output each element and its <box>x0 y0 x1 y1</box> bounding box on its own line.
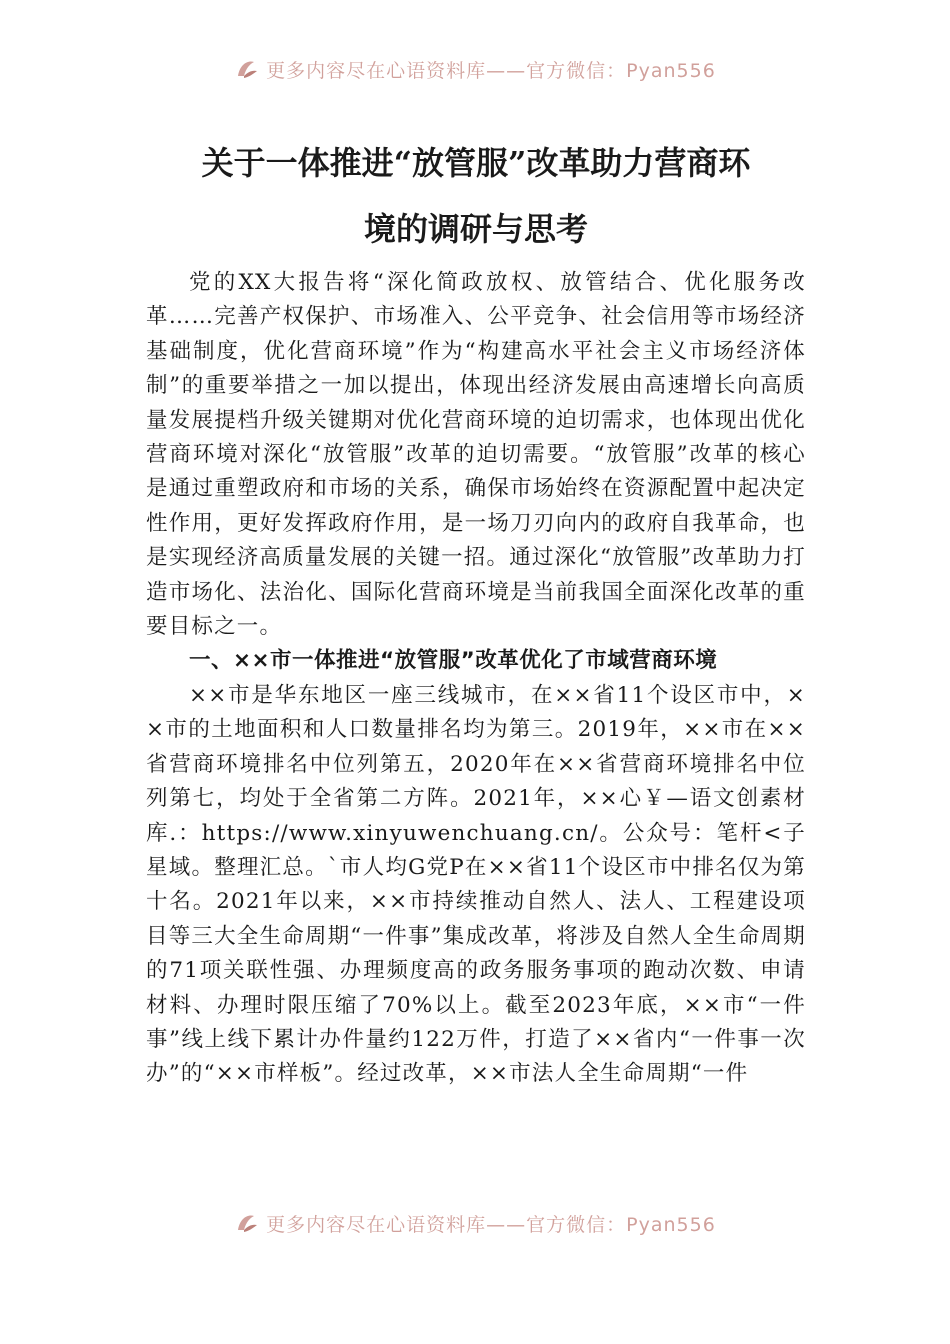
title-line-1: 关于一体推进“放管服”改革助力营商环 <box>201 144 751 182</box>
logo-icon <box>234 56 260 82</box>
watermark-top <box>0 52 950 86</box>
document-page <box>146 130 806 1092</box>
document-title <box>146 130 806 262</box>
logo-icon <box>234 1210 260 1236</box>
paragraph-section-1: ××市是华东地区一座三线城市，在××省11个设区市中，××市的土地面积和人口数量排名均为第三。2019年，××市在××省营商环境排名中位列第五，2020年在××省营商环境排名中位列第七，均处于全省第二方阵。2021年，××心￥—语文创素材库.：https://www.xinyuwenchuang.cn/。公众号：笔杆<子星域。整理汇总。`市人均G党P在××省11个设区市中排名仅为第十名。2021年以来，××市持续推动自然人、法人、工程建设项目等三大全生命周期“一件事”集成改革，将涉及自然人全生命周期的71项关联性强、办理频度高的政务服务事项的跑动次数、申请材料、办理时限压缩了70%以上。截至2023年底，××市“一件事”线上线下累计办件量约122万件，打造了××省内“一件事一次办”的“××市样板”。经过改革，××市法人全生命周期“一件 <box>146 682 806 1087</box>
section-heading-1: 一、××市一体推进“放管服”改革优化了市域营商环境 <box>189 648 718 674</box>
watermark-text: 更多内容尽在心语资料库——官方微信：Pyan556 <box>266 1213 716 1236</box>
watermark-bottom <box>0 1206 950 1240</box>
title-line-2: 境的调研与思考 <box>363 210 588 248</box>
watermark-text: 更多内容尽在心语资料库——官方微信：Pyan556 <box>266 59 716 82</box>
paragraph-intro: 党的XX大报告将“深化简政放权、放管结合、优化服务改革……完善产权保护、市场准入、公平竞争、社会信用等市场经济基础制度，优化营商环境”作为“构建高水平社会主义市场经济体制”的重要举措之一加以提出，体现出经济发展由高速增长向高质量发展提档升级关键期对优化营商环境的迫切需求，也体现出优化营商环境对深化“放管服”改革的迫切需要。“放管服”改革的核心是通过重塑政府和市场的关系，确保市场始终在资源配置中起决定性作用，更好发挥政府作用，是一场刀刃向内的政府自我革命，也是实现经济高质量发展的关键一招。通过深化“放管服”改革助力打造市场化、法治化、国际化营商环境是当前我国全面深化改革的重要目标之一。 <box>146 270 806 640</box>
